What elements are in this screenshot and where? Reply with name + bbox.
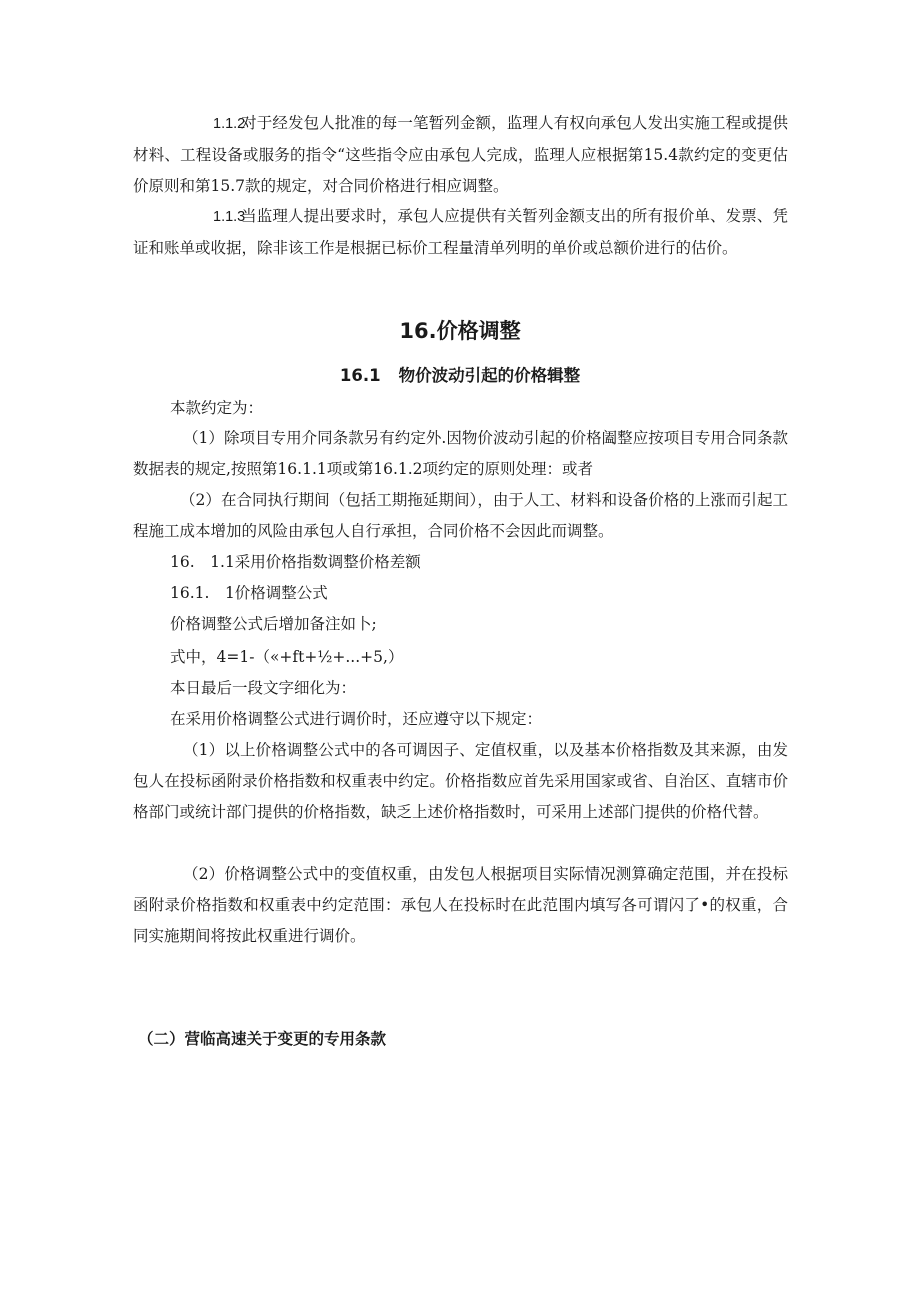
clause-1-1-3 bbox=[133, 201, 788, 264]
note-add-line: 价格调整公式后增加备注如卜; bbox=[170, 615, 377, 633]
clause-text: 对于经发包人批准的每一笔暂列金额，监理人有权向承包人发出实施工程或提供材料、工程设备或服务的指令“这些指令应由承包人完成，监理人应根据第15.4款约定的变更估价原则和第15.7款的规定，对合同价格进行相应调整。 bbox=[133, 114, 788, 195]
clause-16-1-1: 16. 1.1采用价格指数调整价格差额 bbox=[170, 553, 421, 571]
item-1: （1）除项目专用介同条款另有约定外.因物价波动引起的价格阖整应按项目专用合同条款数据表的规定,按照第16.1.1项或第16.1.2项约定的原则处理：或者 bbox=[133, 429, 788, 478]
rule-2: （2）价格调整公式中的变值权重，由发包人根据项目实际情况测算确定范围，并在投标函附录价格指数和权重表中约定范围：承包人在投标时在此范围内填写各可谓闪了•的权重，合同实施期间将按此权重进行调价。 bbox=[133, 865, 788, 945]
section-heading: 16.价格调整 bbox=[399, 319, 521, 343]
item-2: （2）在合同执行期间（包括工期拖延期间），由于人工、材料和设备价格的上涨而引起工程施工成本增加的风险由承包人自行承担，合同价格不会因此而调整。 bbox=[133, 491, 788, 540]
formula-line: 式中，4=1-（«+ft+½+...+5,） bbox=[170, 648, 404, 666]
clause-number: 1.1.3 bbox=[213, 209, 246, 225]
clause-number: 1.1.2 bbox=[213, 116, 246, 132]
subsection-title: 物价波动引起的价格辑整 bbox=[398, 366, 581, 385]
clause-1-1-2 bbox=[133, 108, 788, 202]
last-paragraph-line: 本日最后一段文字细化为： bbox=[170, 679, 357, 697]
clause-16-1-1-1: 16.1. 1价格调整公式 bbox=[170, 584, 328, 602]
subsection-number: 16.1 bbox=[339, 366, 381, 385]
rule-intro-line: 在采用价格调整公式进行调价时，还应遵守以下规定： bbox=[170, 710, 543, 728]
clause-text: 当监理人提出要求时，承包人应提供有关暂列金额支出的所有报价单、发票、凭证和账单或收据，除非该工作是根据已标价工程量清单列明的单价或总额价进行的估价。 bbox=[133, 207, 788, 257]
subsection-heading bbox=[0, 362, 920, 386]
agreed-line: 本款约定为： bbox=[170, 399, 264, 417]
special-terms-heading: （二）营临高速关于变更的专用条款 bbox=[138, 1030, 387, 1048]
rule-1: （1）以上价格调整公式中的各可调因子、定值权重，以及基本价格指数及其来源，由发包人在投标函附录价格指数和权重表中约定。价格指数应首先采用国家或省、自治区、直辖市价格部门或统计部门提供的价格指数，缺乏上述价格指数时，可采用上述部门提供的价格代替。 bbox=[133, 741, 788, 821]
